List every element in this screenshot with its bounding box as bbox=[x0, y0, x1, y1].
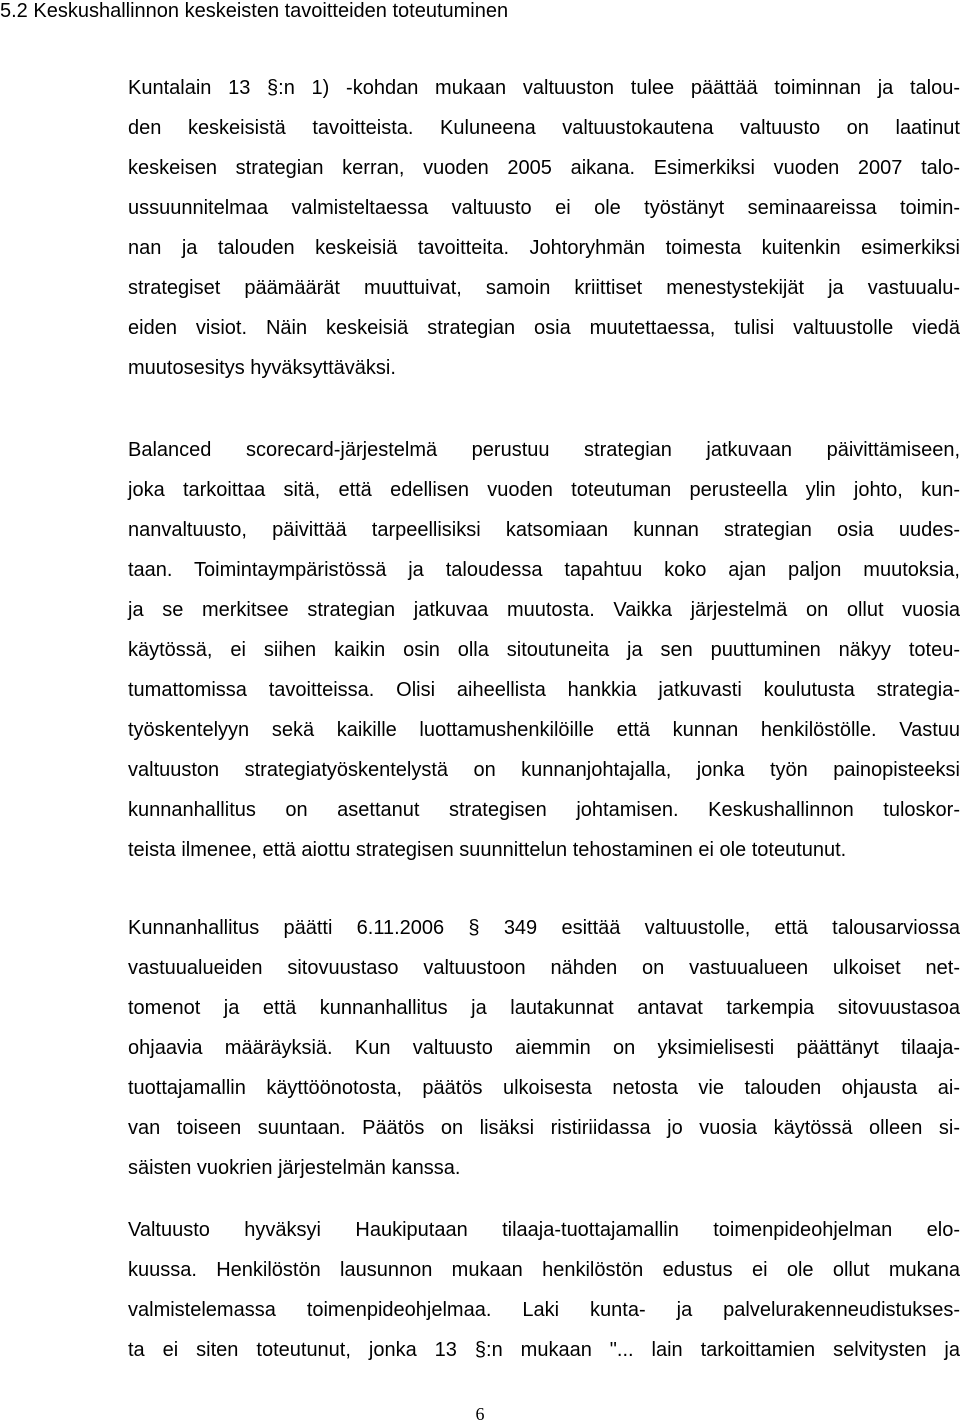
text-line: ussuunnitelmaa valmisteltaessa valtuusto ei ole työstänyt seminaareissa toimin- bbox=[128, 197, 960, 219]
text-line: vastuualueiden sitovuustaso valtuustoon nähden on vastuualueen ulkoiset net- bbox=[128, 957, 960, 979]
text-line: eiden visiot. Näin keskeisiä strategian osia muutettaessa, tulisi valtuustolle viedä bbox=[128, 317, 960, 339]
text-line: Kuntalain 13 §:n 1) -kohdan mukaan valtuuston tulee päättää toiminnan ja talou- bbox=[128, 77, 960, 99]
text-line: keskeisen strategian kerran, vuoden 2005 aikana. Esimerkiksi vuoden 2007 talo- bbox=[128, 157, 960, 179]
text-line: säisten vuokrien järjestelmän kanssa. bbox=[128, 1157, 461, 1179]
text-line: ja se merkitsee strategian jatkuvaa muutosta. Vaikka järjestelmä on ollut vuosia bbox=[128, 599, 960, 621]
text-line: nan ja talouden keskeisiä tavoitteita. Johtoryhmän toimesta kuitenkin esimerkiksi bbox=[128, 237, 960, 259]
text-line: ohjaavia määräyksiä. Kun valtuusto aiemmin on yksimielisesti päättänyt tilaaja- bbox=[128, 1037, 960, 1059]
paragraph-4 bbox=[128, 1210, 960, 1370]
text-line: van toiseen suuntaan. Päätös on lisäksi ristiriidassa jo vuosia käytössä olleen si- bbox=[128, 1117, 960, 1139]
text-line: valmistelemassa toimenpideohjelmaa. Laki kunta- ja palvelurakenneudistukses- bbox=[128, 1299, 960, 1321]
text-line: valtuuston strategiatyöskentelystä on kunnanjohtajalla, jonka työn painopisteeksi bbox=[128, 759, 960, 781]
text-line: teista ilmenee, että aiottu strategisen suunnittelun tehostaminen ei ole toteutunut. bbox=[128, 839, 847, 861]
text-line: Valtuusto hyväksyi Haukiputaan tilaaja-tuottajamallin toimenpideohjelman elo- bbox=[128, 1219, 960, 1241]
text-line: den keskeisistä tavoitteista. Kuluneena valtuustokautena valtuusto on laatinut bbox=[128, 117, 960, 139]
section-heading: 5.2 Keskushallinnon keskeisten tavoitteiden toteutuminen bbox=[0, 0, 509, 22]
text-line: muutosesitys hyväksyttäväksi. bbox=[128, 357, 396, 379]
paragraph-2 bbox=[128, 430, 960, 870]
page-number: 6 bbox=[475, 1404, 485, 1424]
text-line: taan. Toimintaympäristössä ja taloudessa tapahtuu koko ajan paljon muutoksia, bbox=[128, 559, 960, 581]
text-line: tuottajamallin käyttöönotosta, päätös ulkoisesta netosta vie talouden ohjausta ai- bbox=[128, 1077, 960, 1099]
text-line: Balanced scorecard-järjestelmä perustuu strategian jatkuvaan päivittämiseen, bbox=[128, 439, 960, 461]
paragraph-1 bbox=[128, 68, 960, 388]
text-line: kuussa. Henkilöstön lausunnon mukaan henkilöstön edustus ei ole ollut mukana bbox=[128, 1259, 960, 1281]
text-line: strategiset päämäärät muuttuivat, samoin kriittiset menestystekijät ja vastuualu- bbox=[128, 277, 960, 299]
text-line: nanvaltuusto, päivittää tarpeellisiksi katsomiaan kunnan strategian osia uudes- bbox=[128, 519, 960, 541]
text-line: ta ei siten toteutunut, jonka 13 §:n mukaan "... lain tarkoittamien selvitysten ja bbox=[128, 1339, 960, 1361]
text-line: kunnanhallitus on asettanut strategisen johtamisen. Keskushallinnon tuloskor- bbox=[128, 799, 960, 821]
text-line: joka tarkoittaa sitä, että edellisen vuoden toteutuman perusteella ylin johto, kun- bbox=[128, 479, 960, 501]
text-line: tumattomissa tavoitteissa. Olisi aiheellista hankkia jatkuvasti koulutusta strategia- bbox=[128, 679, 960, 701]
text-line: tomenot ja että kunnanhallitus ja lautakunnat antavat tarkempia sitovuustasoa bbox=[128, 997, 960, 1019]
paragraph-3 bbox=[128, 908, 960, 1188]
text-line: Kunnanhallitus päätti 6.11.2006 § 349 esittää valtuustolle, että talousarviossa bbox=[128, 917, 960, 939]
text-line: käytössä, ei siihen kaikin osin olla sitoutuneita ja sen puuttuminen näkyy toteu- bbox=[128, 639, 960, 661]
text-line: työskentelyyn sekä kaikille luottamushenkilöille että kunnan henkilöstölle. Vastuu bbox=[128, 719, 960, 741]
